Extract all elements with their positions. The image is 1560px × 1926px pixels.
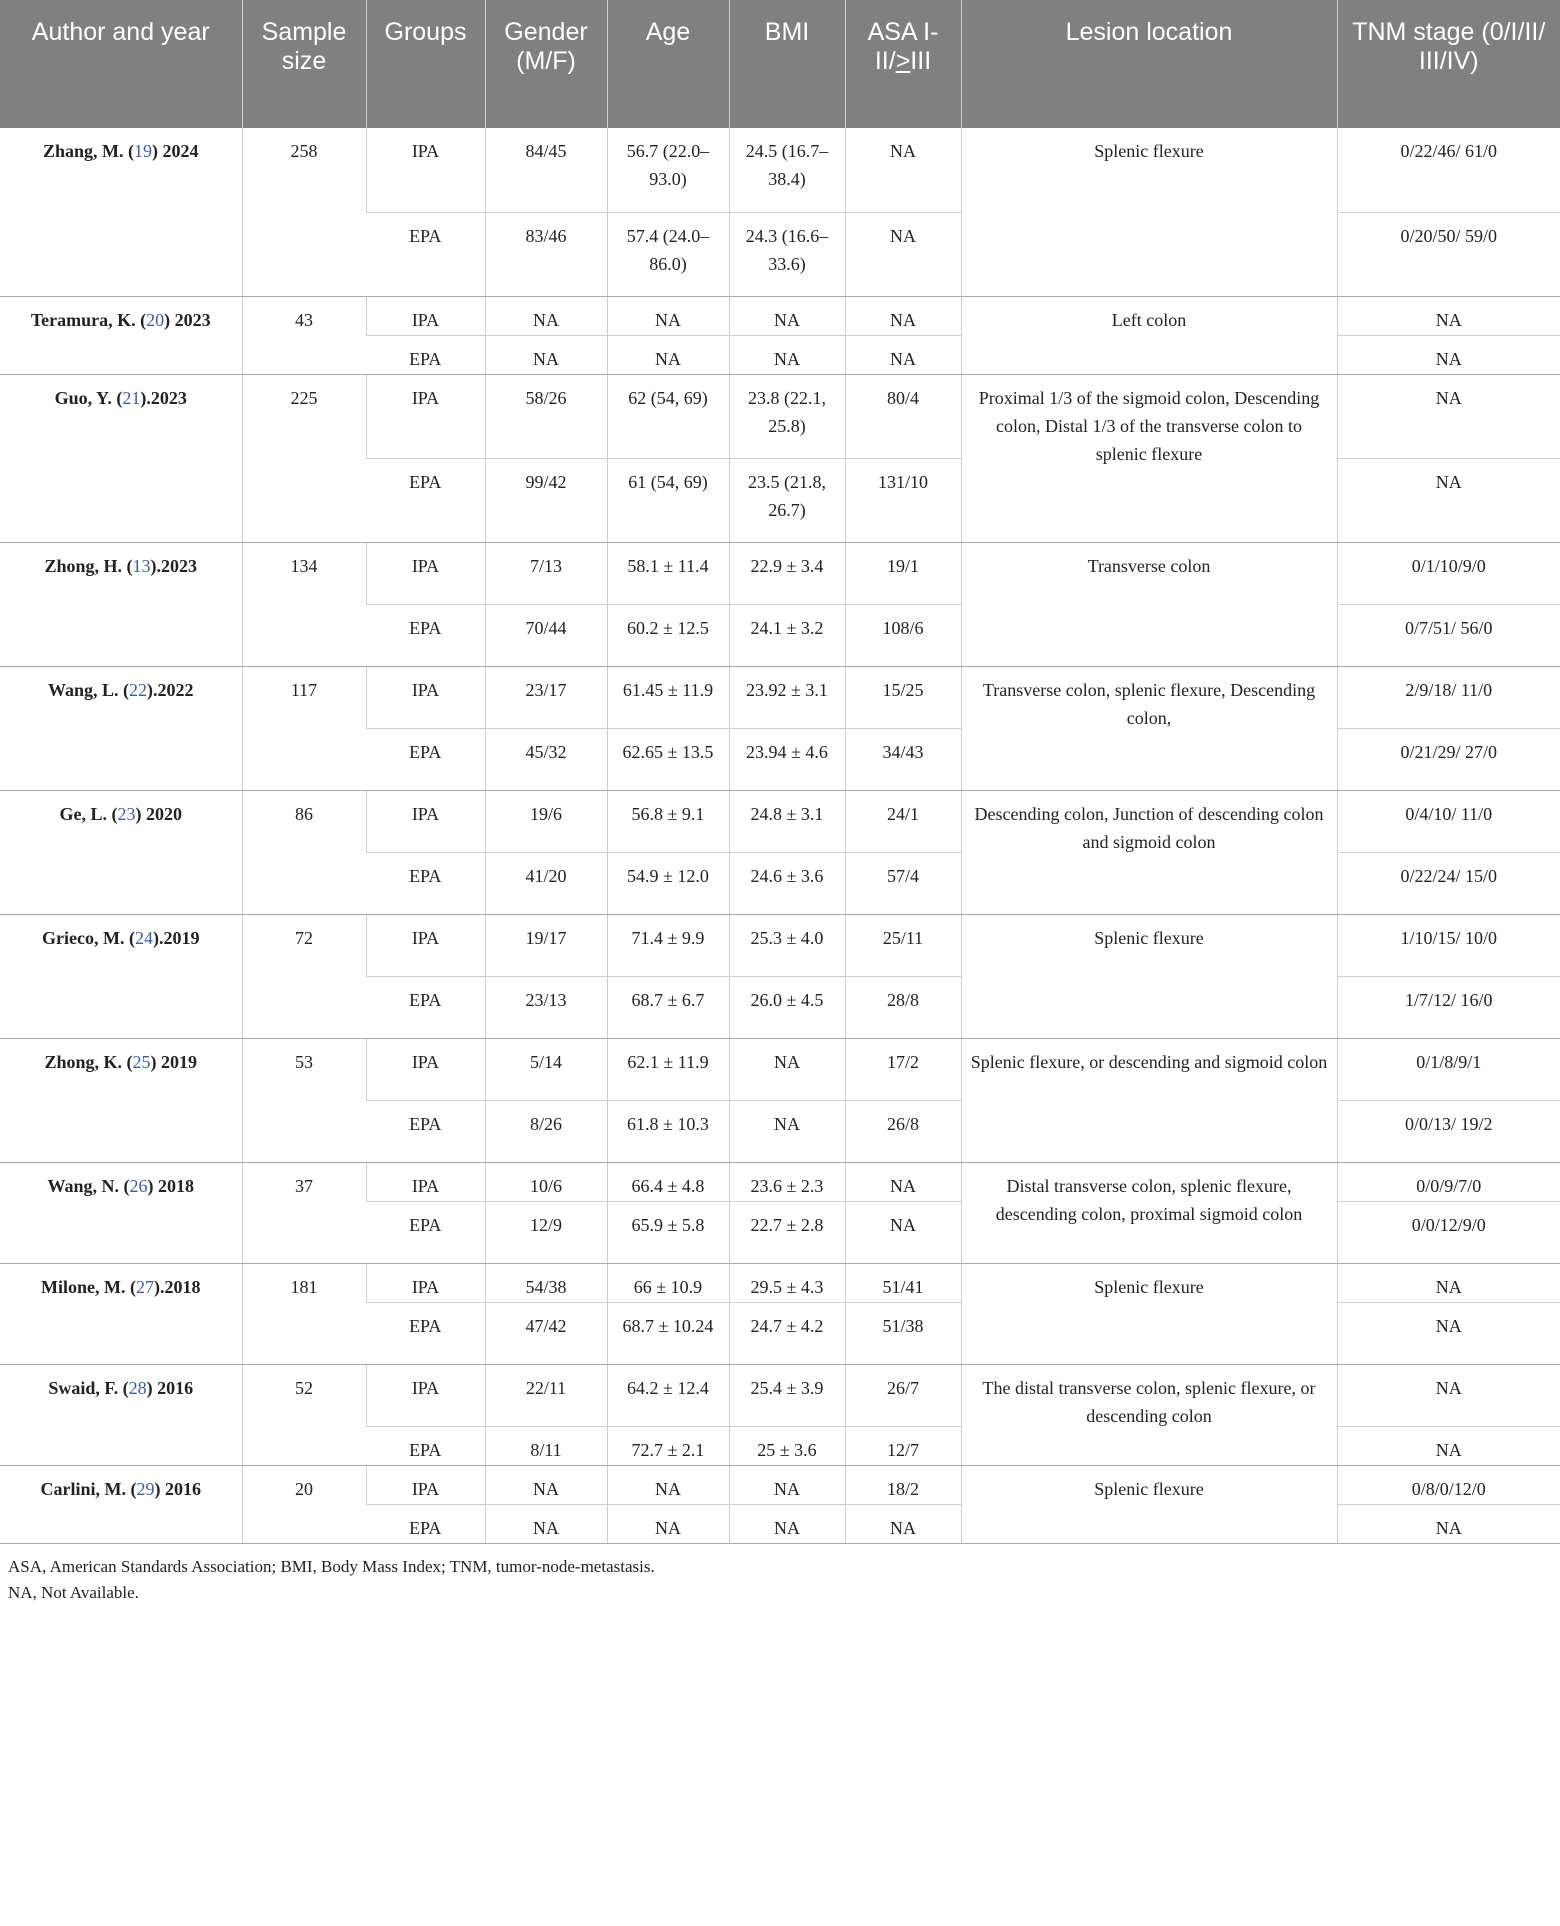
study-row-ipa: [0, 1364, 1560, 1426]
author-year-cell: [0, 1364, 242, 1465]
study-row-ipa: [0, 296, 1560, 335]
epa-tnm-cell: NA: [1337, 1504, 1560, 1543]
study-row-ipa: [0, 1263, 1560, 1302]
epa-age-cell: 72.7 ± 2.1: [607, 1426, 729, 1465]
author-name: Guo, Y. (: [54, 387, 123, 408]
publication-year: ) 2023: [164, 309, 211, 330]
study-row-ipa: [0, 374, 1560, 458]
epa-tnm-cell: NA: [1337, 1302, 1560, 1364]
ipa-bmi-cell: 23.92 ± 3.1: [729, 666, 845, 728]
lesion-location-cell: Splenic flexure, or descending and sigmoid colon: [961, 1038, 1337, 1162]
author-year-cell: [0, 296, 242, 374]
ipa-gender-cell: 19/6: [485, 790, 607, 852]
ipa-bmi-cell: 22.9 ± 3.4: [729, 542, 845, 604]
ipa-age-cell: 66.4 ± 4.8: [607, 1162, 729, 1201]
ipa-age-cell: 58.1 ± 11.4: [607, 542, 729, 604]
epa-bmi-cell: NA: [729, 335, 845, 374]
epa-gender-cell: NA: [485, 1504, 607, 1543]
ipa-group-cell: IPA: [366, 128, 485, 212]
ipa-group-cell: IPA: [366, 1465, 485, 1504]
ipa-tnm-cell: NA: [1337, 1364, 1560, 1426]
header-asa-prefix: ASA I-II/: [867, 18, 939, 75]
epa-group-cell: EPA: [366, 1100, 485, 1162]
author-name: Swaid, F. (: [48, 1377, 129, 1398]
header-gender: Gender (M/F): [485, 0, 607, 128]
sample-size-cell: 53: [242, 1038, 366, 1162]
epa-gender-cell: 70/44: [485, 604, 607, 666]
ipa-age-cell: NA: [607, 296, 729, 335]
ipa-gender-cell: 58/26: [485, 374, 607, 458]
ipa-asa-cell: 24/1: [845, 790, 961, 852]
reference-number: 13: [132, 555, 151, 576]
epa-asa-cell: 12/7: [845, 1426, 961, 1465]
epa-tnm-cell: 0/22/24/ 15/0: [1337, 852, 1560, 914]
epa-bmi-cell: NA: [729, 1100, 845, 1162]
epa-asa-cell: NA: [845, 1504, 961, 1543]
study-row-ipa: [0, 666, 1560, 728]
ipa-age-cell: 61.45 ± 11.9: [607, 666, 729, 728]
study-row-ipa: [0, 1162, 1560, 1201]
epa-age-cell: 68.7 ± 10.24: [607, 1302, 729, 1364]
ipa-gender-cell: 5/14: [485, 1038, 607, 1100]
study-row-ipa: [0, 790, 1560, 852]
publication-year: ).2023: [140, 387, 187, 408]
lesion-location-cell: Transverse colon: [961, 542, 1337, 666]
epa-gender-cell: 23/13: [485, 976, 607, 1038]
epa-gender-cell: 83/46: [485, 212, 607, 296]
ipa-tnm-cell: 0/1/10/9/0: [1337, 542, 1560, 604]
publication-year: ) 2024: [152, 141, 199, 161]
lesion-location-cell: Descending colon, Junction of descending colon and sigmoid colon: [961, 790, 1337, 914]
reference-number: 22: [129, 679, 148, 700]
sample-size-cell: 181: [242, 1263, 366, 1364]
ipa-gender-cell: NA: [485, 1465, 607, 1504]
ipa-bmi-cell: NA: [729, 1465, 845, 1504]
reference-number: 26: [129, 1175, 148, 1196]
ipa-asa-cell: NA: [845, 1162, 961, 1201]
ipa-asa-cell: 15/25: [845, 666, 961, 728]
reference-number: 24: [134, 927, 153, 948]
ipa-group-cell: IPA: [366, 1263, 485, 1302]
epa-age-cell: 57.4 (24.0–86.0): [607, 212, 729, 296]
author-year-cell: [0, 1263, 242, 1364]
epa-group-cell: EPA: [366, 852, 485, 914]
header-asa-suffix: III: [910, 47, 932, 75]
header-groups: Groups: [366, 0, 485, 128]
author-name: Grieco, M. (: [42, 927, 135, 948]
ipa-asa-cell: 18/2: [845, 1465, 961, 1504]
author-name: Zhong, H. (: [44, 555, 133, 576]
epa-group-cell: EPA: [366, 1426, 485, 1465]
ipa-gender-cell: 54/38: [485, 1263, 607, 1302]
ipa-bmi-cell: 25.4 ± 3.9: [729, 1364, 845, 1426]
epa-group-cell: EPA: [366, 976, 485, 1038]
epa-age-cell: 65.9 ± 5.8: [607, 1201, 729, 1263]
epa-age-cell: 60.2 ± 12.5: [607, 604, 729, 666]
ipa-age-cell: 62 (54, 69): [607, 374, 729, 458]
reference-number: 27: [135, 1276, 154, 1297]
ipa-group-cell: IPA: [366, 1364, 485, 1426]
header-author: Author and year: [0, 0, 242, 128]
reference-number: 25: [132, 1051, 151, 1072]
author-name: Zhang, M. (: [42, 141, 134, 161]
ipa-tnm-cell: 0/8/0/12/0: [1337, 1465, 1560, 1504]
epa-asa-cell: NA: [845, 1201, 961, 1263]
author-name: Teramura, K. (: [30, 309, 147, 330]
author-name: Carlini, M. (: [40, 1478, 137, 1499]
publication-year: ) 2016: [146, 1377, 194, 1398]
epa-group-cell: EPA: [366, 1201, 485, 1263]
epa-bmi-cell: 24.6 ± 3.6: [729, 852, 845, 914]
ipa-bmi-cell: 24.8 ± 3.1: [729, 790, 845, 852]
epa-group-cell: EPA: [366, 458, 485, 542]
ipa-asa-cell: NA: [845, 128, 961, 212]
ipa-gender-cell: 7/13: [485, 542, 607, 604]
table-body: [0, 128, 1560, 1543]
author-name: Zhong, K. (: [44, 1051, 133, 1072]
epa-group-cell: EPA: [366, 212, 485, 296]
ipa-group-cell: IPA: [366, 790, 485, 852]
epa-bmi-cell: 25 ± 3.6: [729, 1426, 845, 1465]
header-age: Age: [607, 0, 729, 128]
ipa-age-cell: 56.8 ± 9.1: [607, 790, 729, 852]
header-tnm: TNM stage (0/I/II/ III/IV): [1337, 0, 1560, 128]
ipa-tnm-cell: 0/0/9/7/0: [1337, 1162, 1560, 1201]
author-name: Wang, L. (: [47, 679, 130, 700]
footnote-na: NA, Not Available.: [8, 1582, 139, 1602]
ipa-asa-cell: 25/11: [845, 914, 961, 976]
sample-size-cell: 134: [242, 542, 366, 666]
epa-bmi-cell: 23.5 (21.8, 26.7): [729, 458, 845, 542]
ipa-bmi-cell: NA: [729, 296, 845, 335]
author-year-cell: [0, 1162, 242, 1263]
lesion-location-cell: Splenic flexure: [961, 914, 1337, 1038]
ipa-age-cell: 56.7 (22.0–93.0): [607, 128, 729, 212]
epa-asa-cell: 34/43: [845, 728, 961, 790]
ipa-bmi-cell: 23.6 ± 2.3: [729, 1162, 845, 1201]
author-year-cell: [0, 374, 242, 542]
author-year-cell: [0, 914, 242, 1038]
ipa-asa-cell: 17/2: [845, 1038, 961, 1100]
ipa-bmi-cell: 29.5 ± 4.3: [729, 1263, 845, 1302]
header-bmi: BMI: [729, 0, 845, 128]
ipa-group-cell: IPA: [366, 666, 485, 728]
epa-tnm-cell: 0/0/12/9/0: [1337, 1201, 1560, 1263]
lesion-location-cell: The distal transverse colon, splenic flexure, or descending colon: [961, 1364, 1337, 1465]
ipa-tnm-cell: NA: [1337, 296, 1560, 335]
epa-age-cell: NA: [607, 1504, 729, 1543]
lesion-location-cell: Left colon: [961, 296, 1337, 374]
sample-size-cell: 117: [242, 666, 366, 790]
publication-year: ).2022: [147, 679, 194, 700]
reference-number: 29: [136, 1478, 155, 1499]
epa-asa-cell: 131/10: [845, 458, 961, 542]
ipa-age-cell: NA: [607, 1465, 729, 1504]
sample-size-cell: 52: [242, 1364, 366, 1465]
epa-gender-cell: 99/42: [485, 458, 607, 542]
publication-year: ) 2020: [135, 803, 182, 824]
header-location: Lesion location: [961, 0, 1337, 128]
author-year-cell: [0, 666, 242, 790]
author-name: Ge, L. (: [59, 803, 118, 824]
ipa-tnm-cell: 0/4/10/ 11/0: [1337, 790, 1560, 852]
lesion-location-cell: Splenic flexure: [961, 1263, 1337, 1364]
ipa-bmi-cell: NA: [729, 1038, 845, 1100]
epa-group-cell: EPA: [366, 604, 485, 666]
epa-group-cell: EPA: [366, 1302, 485, 1364]
author-year-cell: [0, 128, 242, 296]
ipa-gender-cell: 84/45: [485, 128, 607, 212]
sample-size-cell: 86: [242, 790, 366, 914]
ipa-bmi-cell: 23.8 (22.1, 25.8): [729, 374, 845, 458]
ipa-asa-cell: NA: [845, 296, 961, 335]
lesion-location-cell: Splenic flexure: [961, 1465, 1337, 1543]
header-row: [0, 0, 1560, 128]
ipa-group-cell: IPA: [366, 296, 485, 335]
ipa-gender-cell: NA: [485, 296, 607, 335]
ipa-tnm-cell: 0/22/46/ 61/0: [1337, 128, 1560, 212]
ipa-asa-cell: 80/4: [845, 374, 961, 458]
author-name: Wang, N. (: [47, 1175, 130, 1196]
epa-age-cell: 54.9 ± 12.0: [607, 852, 729, 914]
epa-gender-cell: 8/26: [485, 1100, 607, 1162]
ipa-age-cell: 71.4 ± 9.9: [607, 914, 729, 976]
author-year-cell: [0, 790, 242, 914]
lesion-location-cell: Distal transverse colon, splenic flexure, descending colon, proximal sigmoid colon: [961, 1162, 1337, 1263]
ipa-group-cell: IPA: [366, 1162, 485, 1201]
footnote-abbreviations: ASA, American Standards Association; BMI, Body Mass Index; TNM, tumor-node-metastasis.: [8, 1556, 655, 1576]
ipa-bmi-cell: 25.3 ± 4.0: [729, 914, 845, 976]
epa-gender-cell: 47/42: [485, 1302, 607, 1364]
epa-group-cell: EPA: [366, 728, 485, 790]
epa-group-cell: EPA: [366, 1504, 485, 1543]
ipa-age-cell: 62.1 ± 11.9: [607, 1038, 729, 1100]
ipa-tnm-cell: NA: [1337, 1263, 1560, 1302]
epa-age-cell: 61.8 ± 10.3: [607, 1100, 729, 1162]
ipa-asa-cell: 51/41: [845, 1263, 961, 1302]
reference-number: 23: [117, 803, 136, 824]
epa-tnm-cell: NA: [1337, 458, 1560, 542]
lesion-location-cell: Proximal 1/3 of the sigmoid colon, Descending colon, Distal 1/3 of the transverse colon to splenic flexure: [961, 374, 1337, 542]
epa-tnm-cell: NA: [1337, 335, 1560, 374]
epa-tnm-cell: NA: [1337, 1426, 1560, 1465]
ipa-tnm-cell: 1/10/15/ 10/0: [1337, 914, 1560, 976]
epa-bmi-cell: NA: [729, 1504, 845, 1543]
ipa-tnm-cell: NA: [1337, 374, 1560, 458]
sample-size-cell: 225: [242, 374, 366, 542]
reference-number: 19: [134, 141, 152, 161]
publication-year: ).2023: [150, 555, 198, 576]
epa-asa-cell: 26/8: [845, 1100, 961, 1162]
ipa-age-cell: 64.2 ± 12.4: [607, 1364, 729, 1426]
epa-bmi-cell: 26.0 ± 4.5: [729, 976, 845, 1038]
epa-asa-cell: 57/4: [845, 852, 961, 914]
study-row-ipa: [0, 914, 1560, 976]
header-asa: [845, 0, 961, 128]
epa-age-cell: NA: [607, 335, 729, 374]
epa-bmi-cell: 24.7 ± 4.2: [729, 1302, 845, 1364]
reference-number: 20: [146, 309, 165, 330]
epa-bmi-cell: 22.7 ± 2.8: [729, 1201, 845, 1263]
header-sample: Sample size: [242, 0, 366, 128]
epa-gender-cell: NA: [485, 335, 607, 374]
author-name: Milone, M. (: [41, 1276, 136, 1297]
ipa-tnm-cell: 0/1/8/9/1: [1337, 1038, 1560, 1100]
publication-year: ).2019: [152, 927, 200, 948]
study-row-ipa: [0, 128, 1560, 212]
publication-year: ) 2016: [154, 1478, 201, 1499]
epa-bmi-cell: 24.1 ± 3.2: [729, 604, 845, 666]
epa-tnm-cell: 0/20/50/ 59/0: [1337, 212, 1560, 296]
sample-size-cell: 43: [242, 296, 366, 374]
ipa-gender-cell: 10/6: [485, 1162, 607, 1201]
epa-gender-cell: 45/32: [485, 728, 607, 790]
study-row-ipa: [0, 542, 1560, 604]
reference-number: 28: [128, 1377, 147, 1398]
ipa-group-cell: IPA: [366, 542, 485, 604]
epa-asa-cell: NA: [845, 212, 961, 296]
author-year-cell: [0, 1038, 242, 1162]
lesion-location-cell: Splenic flexure: [961, 128, 1337, 296]
publication-year: ) 2019: [150, 1051, 198, 1072]
ipa-gender-cell: 22/11: [485, 1364, 607, 1426]
author-year-cell: [0, 542, 242, 666]
sample-size-cell: 37: [242, 1162, 366, 1263]
ipa-age-cell: 66 ± 10.9: [607, 1263, 729, 1302]
ipa-group-cell: IPA: [366, 914, 485, 976]
epa-asa-cell: 28/8: [845, 976, 961, 1038]
study-row-ipa: [0, 1038, 1560, 1100]
epa-asa-cell: 51/38: [845, 1302, 961, 1364]
epa-tnm-cell: 0/0/13/ 19/2: [1337, 1100, 1560, 1162]
epa-gender-cell: 41/20: [485, 852, 607, 914]
epa-bmi-cell: 24.3 (16.6–33.6): [729, 212, 845, 296]
sample-size-cell: 72: [242, 914, 366, 1038]
epa-age-cell: 61 (54, 69): [607, 458, 729, 542]
publication-year: ) 2018: [147, 1175, 194, 1196]
epa-age-cell: 68.7 ± 6.7: [607, 976, 729, 1038]
epa-asa-cell: 108/6: [845, 604, 961, 666]
epa-asa-cell: NA: [845, 335, 961, 374]
ipa-gender-cell: 19/17: [485, 914, 607, 976]
epa-tnm-cell: 0/21/29/ 27/0: [1337, 728, 1560, 790]
study-row-ipa: [0, 1465, 1560, 1504]
ipa-asa-cell: 26/7: [845, 1364, 961, 1426]
ipa-bmi-cell: 24.5 (16.7–38.4): [729, 128, 845, 212]
epa-tnm-cell: 0/7/51/ 56/0: [1337, 604, 1560, 666]
ipa-asa-cell: 19/1: [845, 542, 961, 604]
ipa-tnm-cell: 2/9/18/ 11/0: [1337, 666, 1560, 728]
epa-gender-cell: 8/11: [485, 1426, 607, 1465]
lesion-location-cell: Transverse colon, splenic flexure, Descending colon,: [961, 666, 1337, 790]
author-year-cell: [0, 1465, 242, 1543]
ipa-gender-cell: 23/17: [485, 666, 607, 728]
epa-age-cell: 62.65 ± 13.5: [607, 728, 729, 790]
sample-size-cell: 258: [242, 128, 366, 296]
reference-number: 21: [122, 387, 141, 408]
epa-bmi-cell: 23.94 ± 4.6: [729, 728, 845, 790]
header-asa-ge: >: [895, 47, 911, 75]
sample-size-cell: 20: [242, 1465, 366, 1543]
epa-gender-cell: 12/9: [485, 1201, 607, 1263]
publication-year: ).2018: [153, 1276, 201, 1297]
epa-group-cell: EPA: [366, 335, 485, 374]
ipa-group-cell: IPA: [366, 1038, 485, 1100]
epa-tnm-cell: 1/7/12/ 16/0: [1337, 976, 1560, 1038]
ipa-group-cell: IPA: [366, 374, 485, 458]
